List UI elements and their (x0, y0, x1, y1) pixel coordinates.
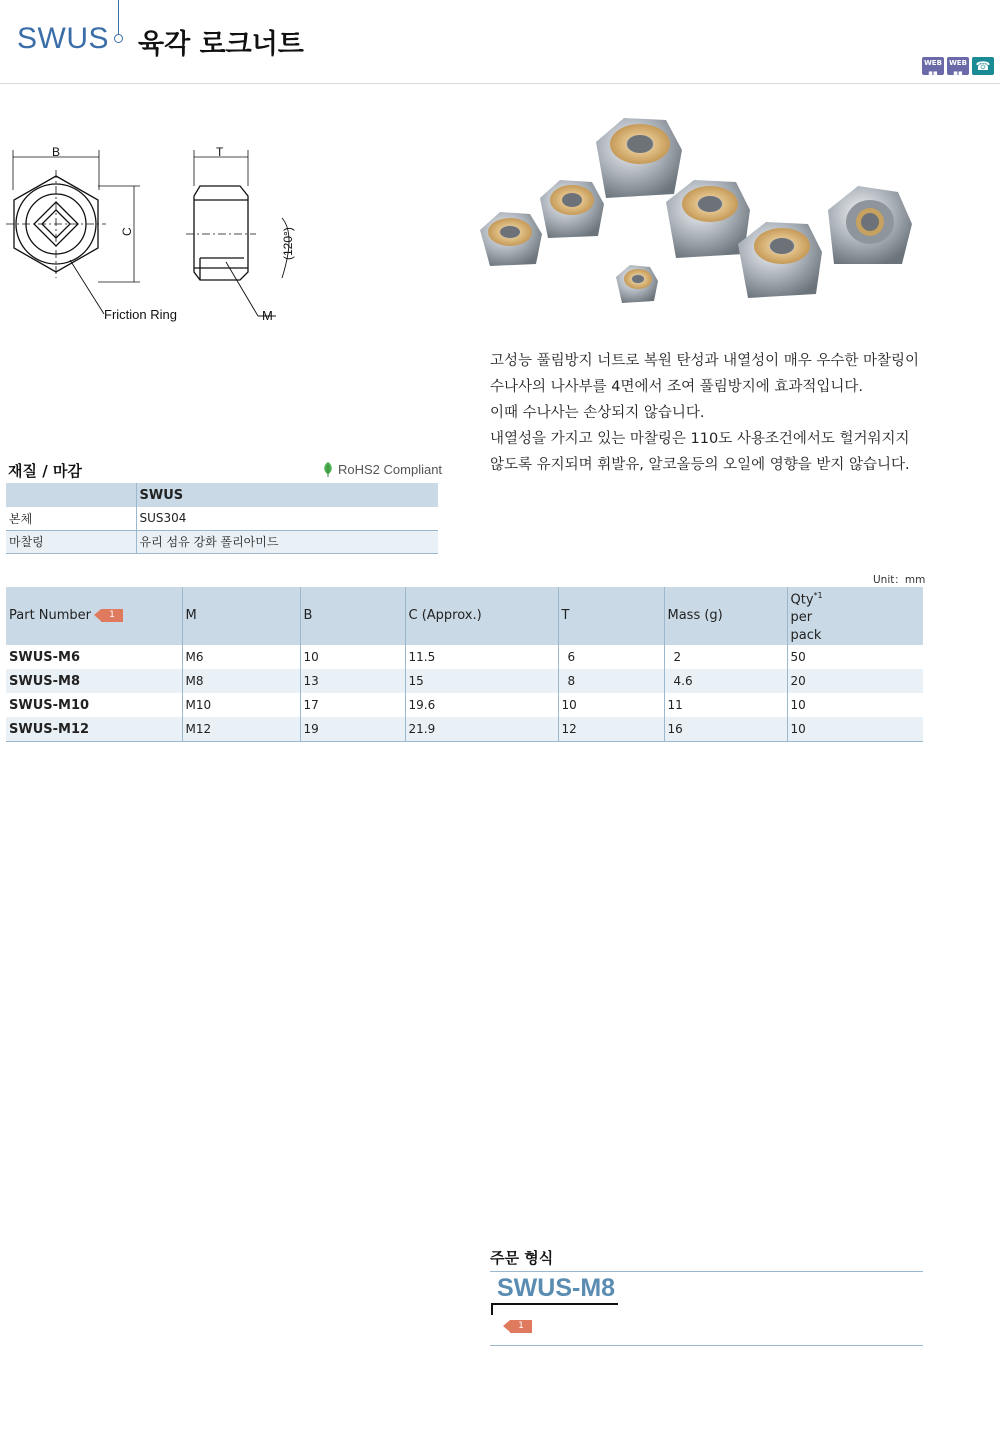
header-divider (118, 0, 119, 34)
table-cell: 10 (558, 693, 664, 717)
table-cell: 17 (300, 693, 405, 717)
header-divider-dot (114, 34, 123, 43)
description-line: 않도록 유지되며 휘발유, 알코올등의 오일에 영향을 받지 않습니다. (490, 457, 910, 473)
order-note-tag (500, 1316, 532, 1335)
dim-b-label: B (52, 145, 61, 159)
web-badge-icon[interactable]: WEB ▪▪ (922, 57, 944, 75)
material-section-title: 재질 / 마감 (8, 462, 82, 480)
order-code-underline (491, 1303, 618, 1305)
table-cell: 8 (558, 669, 664, 693)
angle-label: (120°) (281, 227, 295, 260)
nut-image (480, 212, 542, 266)
table-cell: 유리 섬유 강화 폴리아미드 (136, 530, 438, 553)
table-cell: 4.6 (664, 669, 787, 693)
part-number-cell: SWUS-M8 (6, 669, 182, 693)
description-line: 고성능 풀림방지 너트로 복원 탄성과 내열성이 매우 우수한 마찰링이 (490, 353, 920, 369)
note-tag-icon[interactable]: 1 (510, 1320, 532, 1333)
note-tag-icon[interactable]: 1 (101, 609, 123, 622)
nut-image (666, 180, 750, 258)
nut-image (828, 186, 912, 264)
table-row (6, 693, 923, 717)
description-line: 수나사의 나사부를 4면에서 조여 풀림방지에 효과적입니다. (490, 379, 864, 395)
table-cell: 2 (664, 645, 787, 669)
b-header: B (300, 587, 405, 645)
description-line: 이때 수나사는 손상되지 않습니다. (490, 405, 705, 421)
table-cell: M10 (182, 693, 300, 717)
part-number-cell: SWUS-M6 (6, 645, 182, 669)
m-header: M (182, 587, 300, 645)
dim-c-label: C (120, 227, 134, 236)
unit-label: Unit：mm (873, 574, 926, 586)
table-cell: M8 (182, 669, 300, 693)
technical-drawing (0, 130, 300, 330)
mass-header: Mass (g) (664, 587, 787, 645)
side-view (186, 150, 289, 316)
nut-image (616, 265, 658, 303)
table-cell: 21.9 (405, 717, 558, 741)
material-table (6, 483, 438, 554)
table-cell: 마찰링 (6, 530, 136, 553)
page-header (0, 0, 1000, 84)
description-line: 내열성을 가지고 있는 마찰링은 110도 사용조건에서도 헐거워지지 (490, 431, 910, 447)
spec-table (6, 587, 923, 742)
product-photo (470, 110, 930, 320)
badge-group (922, 57, 994, 75)
table-cell: 50 (790, 650, 806, 665)
table-cell: 13 (300, 669, 405, 693)
table-cell: 본체 (6, 507, 136, 530)
part-number-header: Part Number 1 (6, 587, 182, 645)
web-badge-icon[interactable]: WEB ▪▪ (947, 57, 969, 75)
table-cell: 19.6 (405, 693, 558, 717)
table-header-row (6, 587, 923, 645)
dim-m-label: M (262, 308, 273, 323)
phone-badge-icon[interactable]: ☎ (972, 57, 994, 75)
order-code-example: SWUS-M8 (497, 1274, 616, 1302)
table-cell: 16 (664, 717, 787, 741)
table-row (6, 669, 923, 693)
table-row (6, 645, 923, 669)
order-code-tick (491, 1303, 493, 1315)
table-row (6, 530, 438, 553)
part-number-cell: SWUS-M10 (6, 693, 182, 717)
part-number-cell: SWUS-M12 (6, 717, 182, 741)
table-cell: M6 (182, 645, 300, 669)
table-cell: 11.5 (405, 645, 558, 669)
table-cell: 11 (664, 693, 787, 717)
table-cell: 10 (787, 717, 923, 741)
nut-image (596, 118, 682, 198)
leaf-icon (322, 461, 334, 477)
product-code: SWUS (17, 22, 109, 55)
table-header-cell: SWUS (136, 483, 438, 507)
table-cell: 20 (787, 669, 923, 693)
c-header: C (Approx.) (405, 587, 558, 645)
rohs-badge (322, 461, 442, 477)
table-header-row (6, 483, 438, 507)
dim-t-label: T (216, 145, 224, 159)
divider (490, 1345, 923, 1346)
nut-image (540, 180, 604, 238)
table-cell: 10 (300, 645, 405, 669)
table-header-cell (6, 483, 136, 507)
table-row (6, 507, 438, 530)
table-cell: 19 (300, 717, 405, 741)
table-cell: M12 (182, 717, 300, 741)
table-cell: 12 (558, 717, 664, 741)
order-format-title: 주문 형식 (490, 1249, 554, 1267)
product-description (490, 348, 990, 478)
table-cell: 10 (790, 698, 806, 713)
rohs-label: RoHS2 Compliant (338, 461, 443, 477)
table-row (6, 717, 923, 741)
divider (490, 1271, 923, 1272)
page-title: 육각 로크너트 (138, 29, 304, 60)
table-cell: 6 (558, 645, 664, 669)
table-cell: 15 (405, 669, 558, 693)
friction-ring-label: Friction Ring (104, 307, 177, 322)
qty-header: Qty$^{*1}$ per pack (787, 587, 923, 645)
table-cell: SUS304 (136, 507, 438, 530)
t-header: T (558, 587, 664, 645)
nut-image (738, 222, 822, 298)
